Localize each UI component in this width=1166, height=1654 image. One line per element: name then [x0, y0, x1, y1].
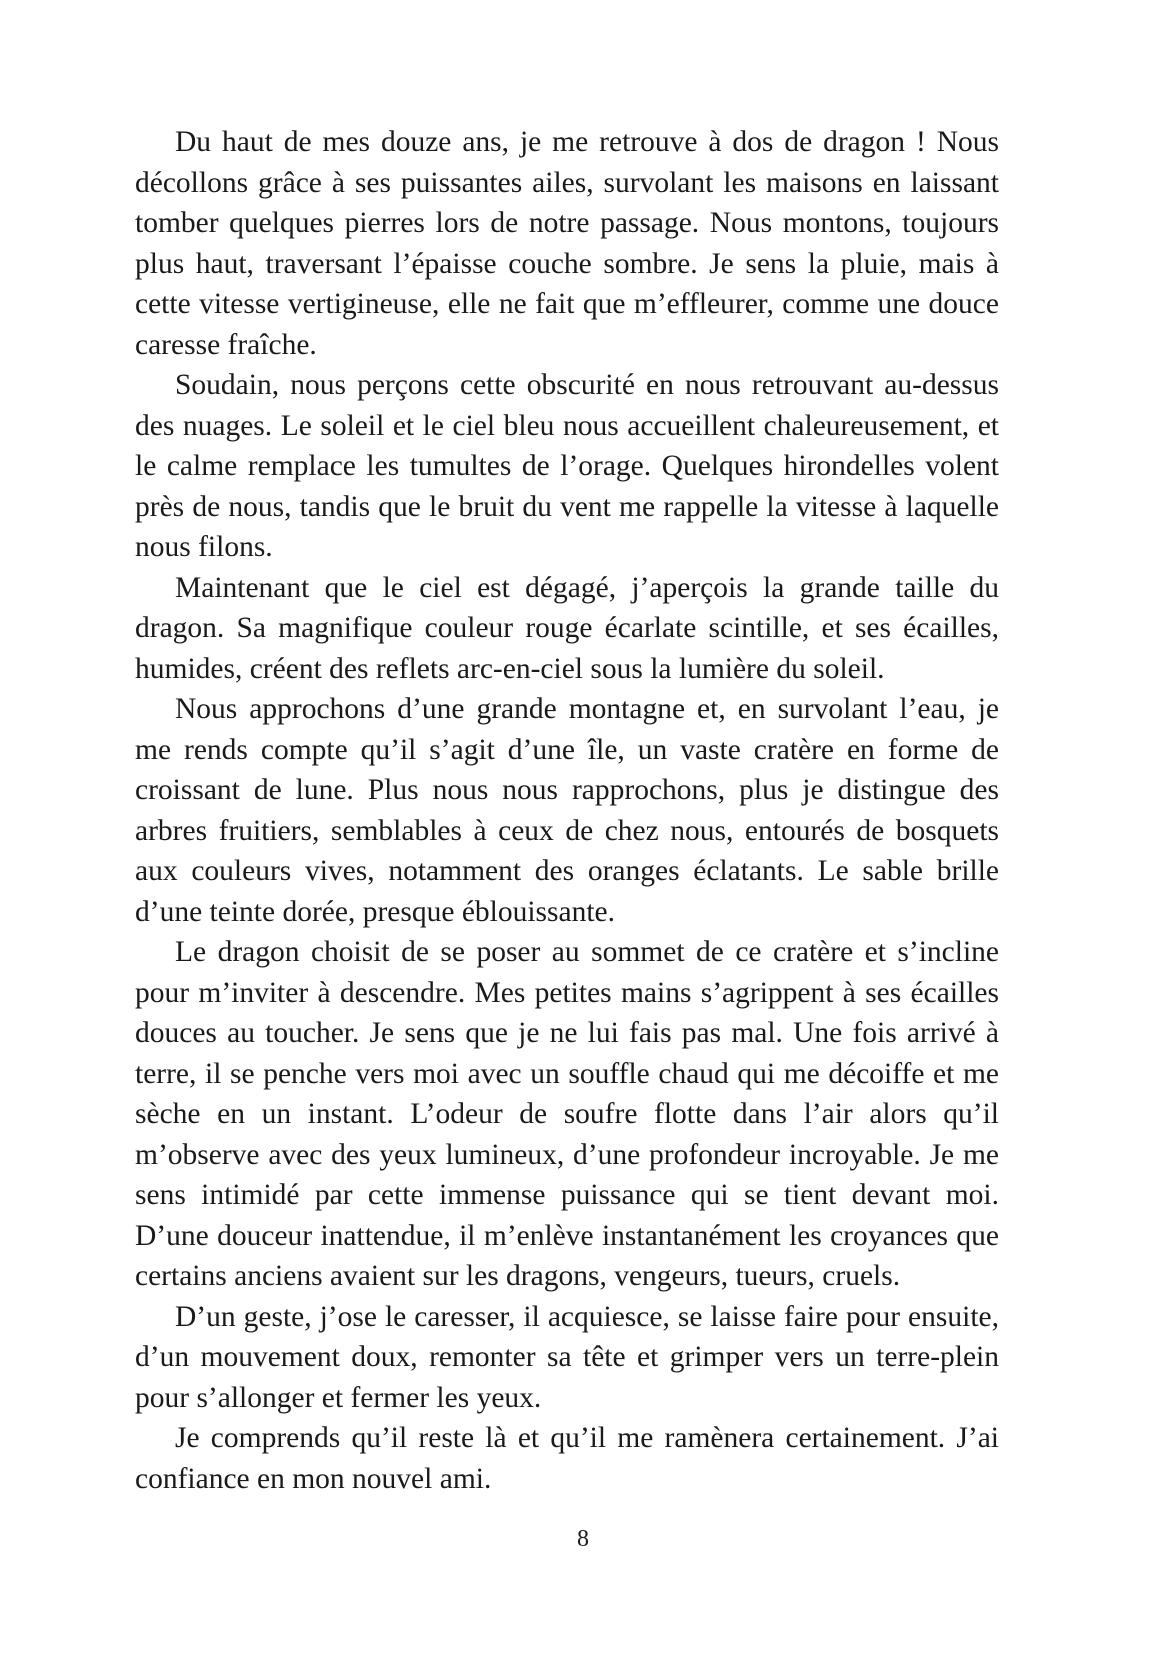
page-number: 8	[577, 1526, 589, 1552]
paragraph: Maintenant que le ciel est dégagé, j’aperçois la grande taille du dragon. Sa magnifique couleur rouge écarlate scintille, et ses écailles, humides, créent des reflets arc-en-ciel sous la lumière du soleil.	[135, 571, 999, 685]
paragraph: Nous approchons d’une grande montagne et, en survolant l’eau, je me rends compte qu’il s’agit d’une île, un vaste cratère en forme de croissant de lune. Plus nous nous rapprochons, plus je distingue des arbres fruitiers, semblables à ceux de chez nous, entourés de bosquets aux couleurs vives, notamment des oranges éclatants. Le sable brille d’une teinte dorée, presque éblouissante.	[135, 693, 999, 928]
paragraph: Du haut de mes douze ans, je me retrouve à dos de dragon ! Nous décollons grâce à ses puissantes ailes, survolant les maisons en laissant tomber quelques pierres lors de notre passage. Nous montons, toujours plus haut, traversant l’épaisse couche sombre. Je sens la pluie, mais à cette vitesse vertigineuse, elle ne fait que m’effleurer, comme une douce caresse fraîche.	[135, 126, 999, 361]
page-body	[135, 122, 999, 1499]
paragraph: D’un geste, j’ose le caresser, il acquiesce, se laisse faire pour ensuite, d’un mouvement doux, remonter sa tête et grimper vers un terre-plein pour s’allonger et fermer les yeux.	[135, 1300, 999, 1414]
paragraph: Le dragon choisit de se poser au sommet de ce cratère et s’incline pour m’inviter à descendre. Mes petites mains s’agrippent à ses écailles douces au toucher. Je sens que je ne lui fais pas mal. Une fois arrivé à terre, il se penche vers moi avec un souffle chaud qui me décoiffe et me sèche en un instant. L’odeur de soufre flotte dans l’air alors qu’il m’observe avec des yeux lumineux, d’une profondeur incroyable. Je me sens intimidé par cette immense puissance qui se tient devant moi. D’une douceur inattendue, il m’enlève instantanément les croyances que certains anciens avaient sur les dragons, vengeurs, tueurs, cruels.	[135, 936, 999, 1292]
paragraph: Je comprends qu’il reste là et qu’il me ramènera certainement. J’ai confiance en mon nouvel ami.	[135, 1422, 999, 1495]
paragraph: Soudain, nous perçons cette obscurité en nous retrouvant au-dessus des nuages. Le soleil et le ciel bleu nous accueillent chaleureusement, et le calme remplace les tumultes de l’orage. Quelques hirondelles volent près de nous, tandis que le bruit du vent me rappelle la vitesse à laquelle nous filons.	[135, 369, 999, 563]
